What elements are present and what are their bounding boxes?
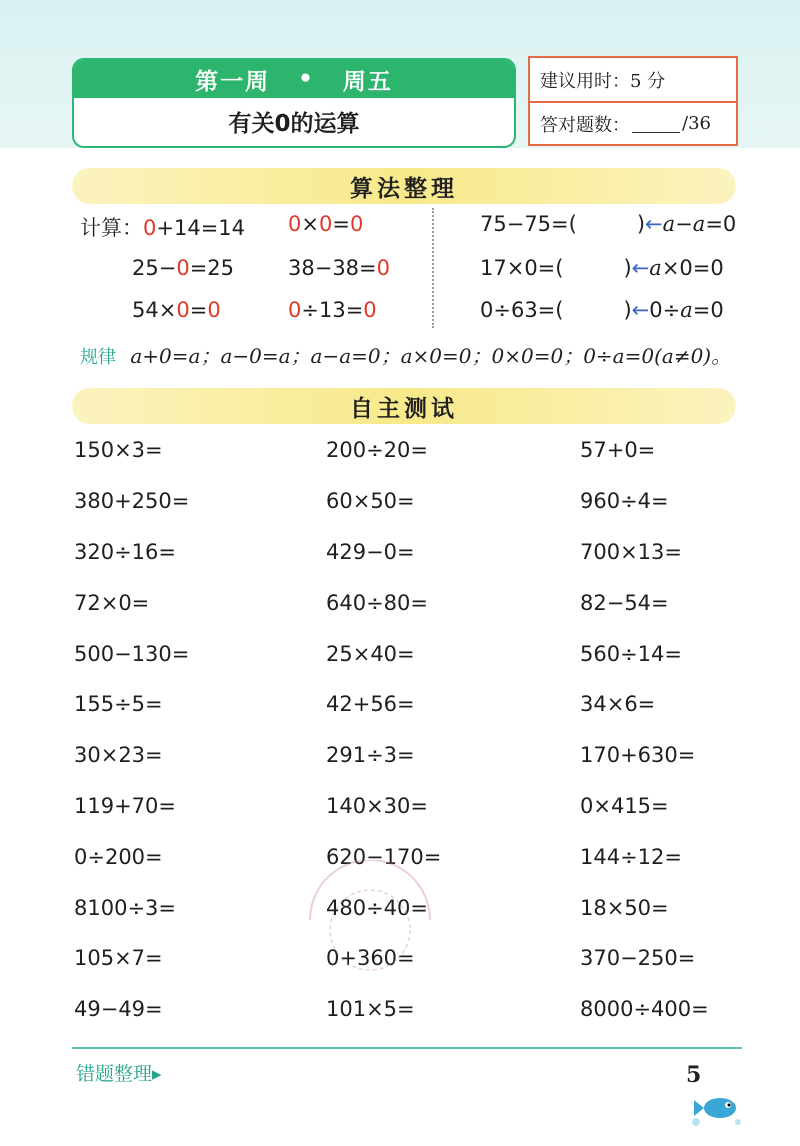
problem: 72×0= <box>74 591 150 615</box>
problem: 380+250= <box>74 489 190 513</box>
rule-text: a+0=a；a−0=a；a−a=0；a×0=0；0×0=0；0÷a=0(a≠0)。 <box>130 344 732 368</box>
calc-item-9: 0÷63=( )←0÷a=0 <box>480 298 724 322</box>
info-box <box>528 56 738 146</box>
problem: 0+360= <box>326 946 415 970</box>
problem: 155÷5= <box>74 692 163 716</box>
problem: 57+0= <box>580 438 656 462</box>
problem: 8000÷400= <box>580 997 709 1021</box>
problem: 8100÷3= <box>74 896 176 920</box>
problem: 105×7= <box>74 946 163 970</box>
calc-item-7: 54×0=0 <box>132 298 221 322</box>
problem: 291÷3= <box>326 743 415 767</box>
problem: 0×415= <box>580 794 669 818</box>
rule-label: 规律 <box>80 347 116 368</box>
problem: 320÷16= <box>74 540 176 564</box>
problem: 119+70= <box>74 794 176 818</box>
calc-item-6: 17×0=( )←a×0=0 <box>480 256 724 280</box>
problem: 170+630= <box>580 743 696 767</box>
section-title-self-test: 自主测试 <box>72 388 736 424</box>
calc-item-2: 0×0=0 <box>288 212 364 236</box>
suggested-time: 建议用时：5 分 <box>540 70 666 92</box>
score-row <box>530 101 736 144</box>
week-label: 第一周 <box>195 68 271 95</box>
fish-icon <box>686 1088 746 1128</box>
problem: 42+56= <box>326 692 415 716</box>
problem: 82−54= <box>580 591 669 615</box>
score-blank[interactable] <box>632 114 680 133</box>
problem: 25×40= <box>326 642 415 666</box>
problem: 30×23= <box>74 743 163 767</box>
problem: 60×50= <box>326 489 415 513</box>
problem: 34×6= <box>580 692 656 716</box>
score-label: 答对题数： <box>540 114 630 136</box>
problem: 480÷40= <box>326 896 428 920</box>
dotted-divider <box>432 208 434 328</box>
problem: 140×30= <box>326 794 428 818</box>
calc-label: 计算： <box>80 216 143 240</box>
problem: 49−49= <box>74 997 163 1021</box>
problem: 101×5= <box>326 997 415 1021</box>
week-day-heading <box>74 60 514 98</box>
calc-item-1: 计算：0+14=14 <box>80 216 246 240</box>
page-number: 5 <box>686 1062 702 1088</box>
problem: 429−0= <box>326 540 415 564</box>
problem: 370−250= <box>580 946 696 970</box>
mistake-review-label: 错题整理▸ <box>76 1063 162 1085</box>
problem: 700×13= <box>580 540 682 564</box>
separator-dot: • <box>298 66 315 92</box>
problem: 500−130= <box>74 642 190 666</box>
calc-item-8: 0÷13=0 <box>288 298 377 322</box>
problem: 620−170= <box>326 845 442 869</box>
day-label: 周五 <box>342 68 393 95</box>
calc-item-4: 25−0=25 <box>132 256 235 280</box>
footer-divider <box>72 1047 742 1049</box>
watermark-stamp <box>300 860 440 980</box>
topic-title: 有关0的运算 <box>228 110 360 137</box>
section-title-algorithms: 算法整理 <box>72 168 736 204</box>
problem: 0÷200= <box>74 845 163 869</box>
problem: 150×3= <box>74 438 163 462</box>
calc-item-3: 75−75=( )←a−a=0 <box>480 212 737 236</box>
calc-item-5: 38−38=0 <box>288 256 391 280</box>
rule-line <box>80 340 731 369</box>
problem: 960÷4= <box>580 489 669 513</box>
problem: 640÷80= <box>326 591 428 615</box>
problem: 18×50= <box>580 896 669 920</box>
title-box <box>72 58 516 148</box>
problem: 200÷20= <box>326 438 428 462</box>
problem: 560÷14= <box>580 642 682 666</box>
score-total: /36 <box>682 113 711 134</box>
problem: 144÷12= <box>580 845 682 869</box>
